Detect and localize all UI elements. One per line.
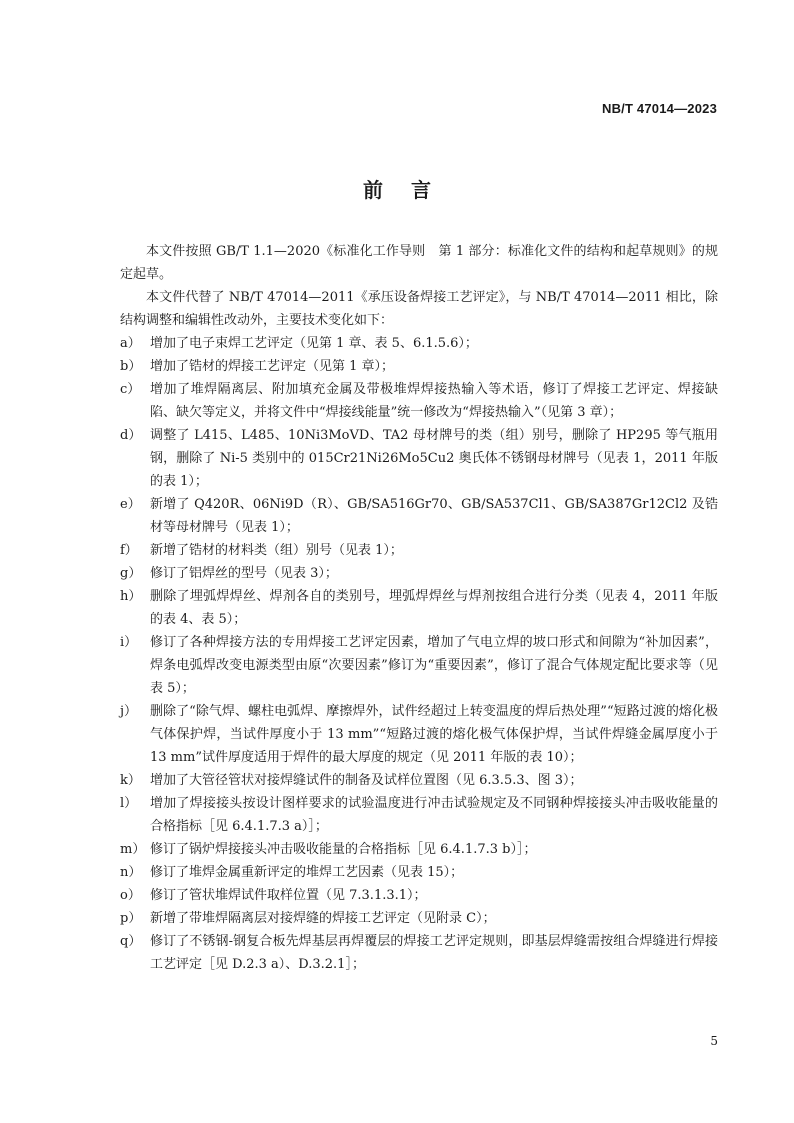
- list-item: [120, 838, 718, 861]
- page-title: 前言: [363, 178, 459, 202]
- list-item: [120, 792, 718, 838]
- list-item-label: m）: [120, 842, 146, 857]
- technical-changes-list: [120, 332, 718, 976]
- list-item-text: 增加了焊接接头按设计图样要求的试验温度进行冲击试验规定及不同钢种焊接接头冲击吸收能量的合格指标［见 6.4.1.7.3 a）］；: [150, 796, 718, 834]
- list-item-text: 修订了各种焊接方法的专用焊接工艺评定因素，增加了气电立焊的坡口形式和间隙为“补加因素”，焊条电弧焊改变电源类型由原“次要因素”修订为“重要因素”，修订了混合气体规定配比要求等（见表 5）；: [150, 635, 718, 696]
- list-item-text: 修订了铝焊丝的型号（见表 3）；: [150, 566, 338, 581]
- list-item-text: 删除了“除气焊、螺柱电弧焊、摩擦焊外，试件经超过上转变温度的焊后热处理”“短路过渡的熔化极气体保护焊，当试件厚度小于 13 mm”“短路过渡的熔化极气体保护焊，当试件焊缝金属厚度小于 13 mm”试件厚度适用于焊件的最大厚度的规定（见 2011 年版的表 10）；: [150, 704, 718, 765]
- foreword-body: [120, 240, 718, 976]
- list-item-label: g）: [120, 566, 142, 581]
- list-item-text: 修订了管状堆焊试件取样位置（见 7.3.1.3.1）；: [150, 888, 427, 903]
- list-item-text: 增加了电子束焊工艺评定（见第 1 章、表 5、6.1.5.6）；: [150, 336, 478, 351]
- list-item-text: 增加了堆焊隔离层、附加填充金属及带极堆焊焊接热输入等术语，修订了焊接工艺评定、焊接缺陷、缺欠等定义，并将文件中“焊接线能量”统一修改为“焊接热输入”（见第 3 章）；: [150, 382, 718, 420]
- list-item-label: f）: [120, 543, 138, 558]
- list-item-label: j）: [120, 704, 138, 719]
- list-item: [120, 769, 718, 792]
- list-item-text: 修订了不锈钢-钢复合板先焊基层再焊覆层的焊接工艺评定规则，即基层焊缝需按组合焊缝进行焊接工艺评定［见 D.2.3 a）、D.3.2.1］；: [150, 934, 718, 972]
- list-item-label: n）: [120, 865, 142, 880]
- list-item: [120, 884, 718, 907]
- list-item-text: 调整了 L415、L485、10Ni3MoVD、TA2 母材牌号的类（组）别号，删除了 HP295 等气瓶用钢，删除了 Ni-5 类别中的 015Cr21Ni26Mo5Cu2 奥氏体不锈钢母材牌号（见表 1，2011 年版的表 1）；: [150, 428, 718, 489]
- list-item: [120, 378, 718, 424]
- list-item: [120, 424, 718, 493]
- list-item-label: p）: [120, 911, 142, 926]
- list-item-label: i）: [120, 635, 138, 650]
- list-item-label: l）: [120, 796, 138, 811]
- list-item-text: 增加了锆材的焊接工艺评定（见第 1 章）；: [150, 359, 395, 374]
- list-item: [120, 907, 718, 930]
- list-item: [120, 585, 718, 631]
- list-item-label: e）: [120, 497, 141, 512]
- list-item-text: 删除了埋弧焊焊丝、焊剂各自的类别号，埋弧焊焊丝与焊剂按组合进行分类（见表 4，2011 年版的表 4、表 5）；: [150, 589, 718, 627]
- list-item: [120, 562, 718, 585]
- list-item: [120, 355, 718, 378]
- list-item: [120, 539, 718, 562]
- list-item-text: 新增了锆材的材料类（组）别号（见表 1）；: [150, 543, 403, 558]
- standard-code: NB/T 47014—2023: [601, 101, 717, 116]
- paragraph-drafting-rules: 本文件按照 GB/T 1.1—2020《标准化工作导则 第 1 部分：标准化文件的结构和起草规则》的规定起草。: [120, 244, 718, 282]
- list-item: [120, 332, 718, 355]
- list-item: [120, 631, 718, 700]
- list-item: [120, 700, 718, 769]
- list-item-text: 新增了 Q420R、06Ni9D（R）、GB/SA516Gr70、GB/SA537Cl1、GB/SA387Gr12Cl2 及锆材等母材牌号（见表 1）；: [150, 497, 718, 535]
- list-item: [120, 493, 718, 539]
- list-item-label: b）: [120, 359, 142, 374]
- list-item: [120, 930, 718, 976]
- list-item-label: q）: [120, 934, 142, 949]
- paragraph-replacement-note: 本文件代替了 NB/T 47014—2011《承压设备焊接工艺评定》，与 NB/T 47014—2011 相比，除结构调整和编辑性改动外，主要技术变化如下：: [120, 290, 718, 328]
- list-item-text: 新增了带堆焊隔离层对接焊缝的焊接工艺评定（见附录 C）；: [150, 911, 496, 926]
- list-item-label: c）: [120, 382, 141, 397]
- page-number: 5: [710, 1034, 718, 1048]
- list-item-label: h）: [120, 589, 142, 604]
- list-item-text: 增加了大管径管状对接焊缝试件的制备及试样位置图（见 6.3.5.3、图 3）；: [150, 773, 583, 788]
- list-item-text: 修订了锅炉焊接接头冲击吸收能量的合格指标［见 6.4.1.7.3 b）］；: [150, 842, 537, 857]
- list-item-label: k）: [120, 773, 141, 788]
- list-item-text: 修订了堆焊金属重新评定的堆焊工艺因素（见表 15）；: [150, 865, 464, 880]
- list-item-label: a）: [120, 336, 141, 351]
- list-item-label: o）: [120, 888, 141, 903]
- list-item-label: d）: [120, 428, 142, 443]
- list-item: [120, 861, 718, 884]
